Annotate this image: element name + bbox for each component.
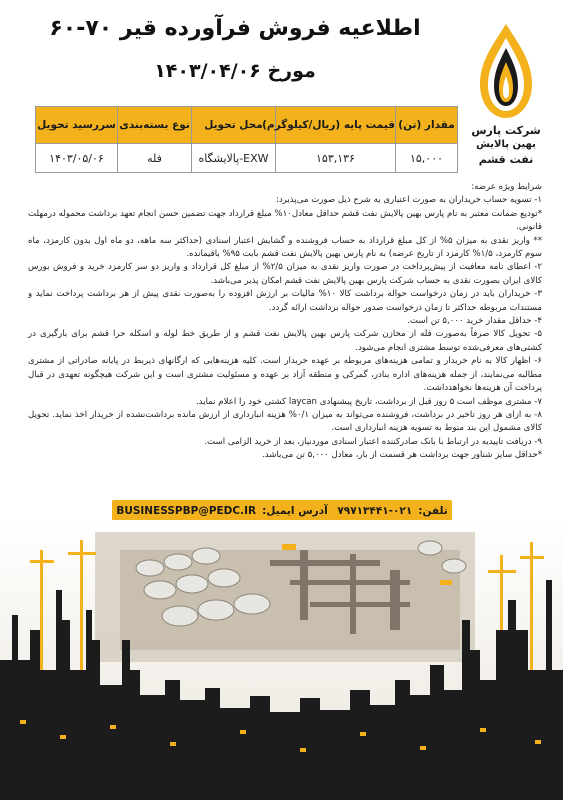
conditions-section: [28, 181, 542, 491]
page-title: اطلاعیه فروش فرآورده قیر ۷۰-۶۰: [49, 16, 421, 41]
announcement-date: مورخ ۱۴۰۳/۰۴/۰۶: [154, 60, 316, 82]
phone-number[interactable]: ۰۲۱-۷۹۷۱۳۴۴۱: [337, 505, 413, 517]
logo-line-1: شرکت پارس: [471, 124, 541, 137]
condition-item: ۲- اعطای نامه معافیت از پیش‌پرداخت در صورت واریز نقدی به میزان ۲/۵% از مبلغ کل قرارداد و واریز دو سر کارمزد خرید و فروش بورس کالای ایران بصورت نقدی به حساب شرکت پارس بهین پالایش نفت قشم امکان پذیر می‌باشد.: [28, 262, 543, 286]
condition-item: ** واریز نقدی به میزان ۵% از کل مبلغ قرارداد به حساب فروشنده و گشایش اعتبار اسنادی (حداکثر سه ماهه، دو ماه اول بدون کارمزد، ماه سوم کارمزد، ۱/۵% کارمزد از تاریخ عرضه) به نام پارس بهین پالایش نفت قشم بابت ۹۵% باقیمانده.: [28, 235, 542, 260]
logo-line-2: بهین پالایش: [476, 139, 536, 150]
condition-item: ۷- مشتری موظف است ۵ روز قبل از برداشت، تاریخ پیشنهادی laycan کشتی خود را اعلام نماید.: [195, 396, 542, 407]
condition-item: ۸- به ازای هر روز تاخیر در برداشت، فروشنده می‌تواند به میزان ۰/۱% هزینه انبارداری از ارزش مانده برداشت‌نشده از خریدار اخذ نماید. تحویل کالای مشمول این بند منوط به تسویه هزینه انبارداری است.: [28, 409, 542, 434]
conditions-title: شرایط ویژه عرضه:: [471, 182, 542, 192]
header-delivery-due: سررسید تحویل: [36, 107, 118, 144]
offer-table: [35, 106, 458, 173]
header-quantity: مقدار (تن): [396, 107, 458, 144]
header-base-price: قیمت پایه (ریال/کیلوگرم): [276, 107, 396, 144]
table-row: [36, 144, 458, 173]
condition-item: *حداقل سایز شناور جهت برداشت هر قسمت از بار، معادل ۵,۰۰۰ تن می‌باشد.: [262, 450, 542, 461]
condition-item: ۱- تسویه حساب خریداران به صورت اعتباری به شرح ذیل صورت می‌پذیرد:: [275, 195, 542, 206]
company-logo: [462, 18, 550, 168]
phone-label: تلفن:: [418, 505, 448, 517]
email-address[interactable]: BUSINESSPBP@PEDC.IR: [116, 505, 257, 517]
cell-delivery-place: EXW-پالایشگاه: [192, 144, 276, 173]
cell-base-price: ۱۵۳,۱۳۶: [276, 144, 396, 173]
refinery-illustration: [0, 520, 563, 800]
contact-bar: [112, 500, 452, 522]
table-header-row: [36, 107, 458, 144]
header-delivery-place: محل تحویل: [192, 107, 276, 144]
condition-item: ۶- اظهار کالا به نام خریدار و تمامی هزینه‌های مربوطه بر عهده خریدار است. کلیه هزینه‌هایی که ارگانهای ذیربط در پایانه صادراتی از مشتری مطالبه می‌نمایند، از جمله هزینه‌های اداره بنادر، گمرکی و منطقه آزاد بر عهده و مسئولیت مشتری است و این شرکت هیچگونه تعهدی در قبال پرداخت آن هزینه‌ها نخواهدداشت.: [28, 356, 542, 394]
header-packaging: نوع بسته‌بندی: [118, 107, 192, 144]
condition-item: *تودیع ضمانت معتبر به نام پارس بهین پالایش نفت قشم حداقل معادل۱۰% مبلغ قرارداد جهت تضمین حسن انجام تعهد برداشت محموله درمهلت قانونی.: [28, 208, 542, 233]
flame-drop-logo-icon: [462, 18, 550, 126]
cell-packaging: فله: [118, 144, 192, 173]
refinery-skyline-illustration: [0, 520, 563, 800]
condition-item: ۳- خریداران باید در زمان درخواست حواله برداشت کالا ۱۰% مالیات بر ارزش افزوده را به‌صورت نقدی پیش از هر برداشت پرداخت نماید و مستندات مربوطه حداکثر تا زمان درخواست صدور حواله برداشت ارائه گردد.: [28, 289, 542, 313]
email-label: آدرس ایمیل:: [262, 505, 328, 517]
condition-item: ۹- دریافت تاییدیه در ارتباط با بانک صادرکننده اعتبار اسنادی موردنیاز، بعد از خرید الزامی است.: [204, 436, 542, 447]
cell-quantity: ۱۵,۰۰۰: [396, 144, 458, 173]
condition-item: ۵- تحویل کالا صرفاً به‌صورت فله از مخازن شرکت پارس بهین پالایش نفت قشم و از طریق خط لوله و اسکله حرا قشم برای بارگیری در کشتی‌های معرفی‌شده توسط مشتری انجام می‌شود.: [28, 329, 542, 353]
logo-line-3: نفت قشم: [478, 153, 534, 166]
cell-delivery-due: ۱۴۰۳/۰۵/۰۶: [36, 144, 118, 173]
condition-item: ۴- حداقل مقدار خرید ۵,۰۰۰ تن است.: [407, 316, 542, 327]
